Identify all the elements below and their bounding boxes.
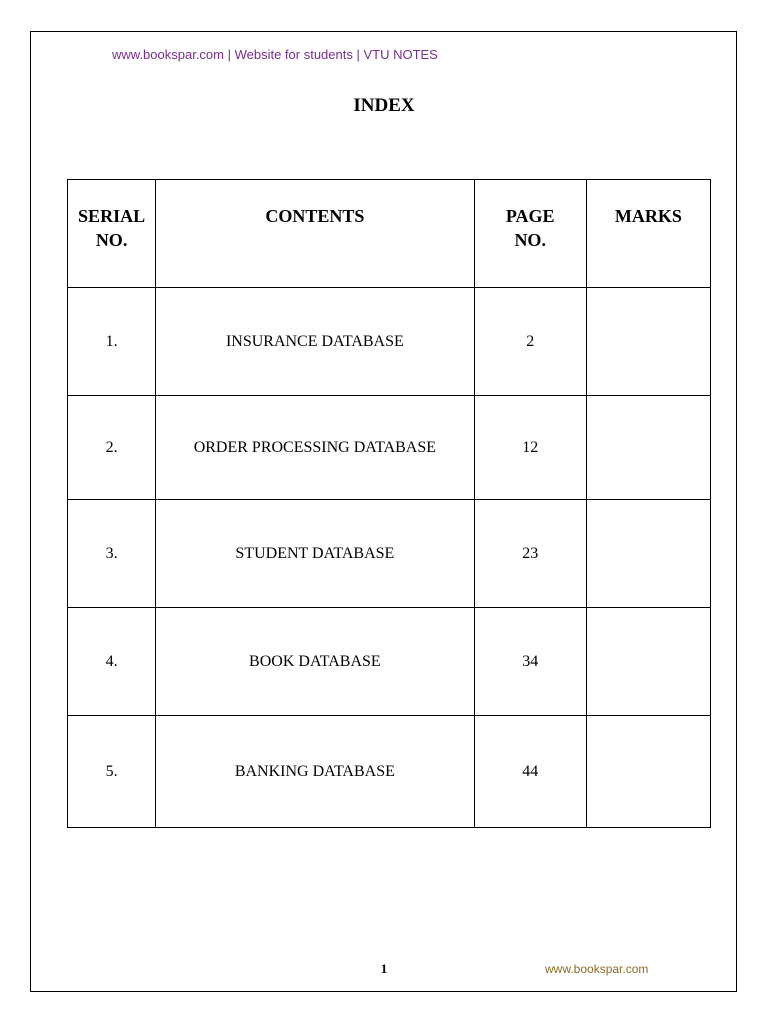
- header-page-line2: NO.: [514, 230, 546, 250]
- header-page-no: [474, 180, 586, 288]
- row-serial: 1.: [68, 288, 156, 396]
- row-contents: STUDENT DATABASE: [156, 500, 474, 608]
- page-title: INDEX: [353, 95, 415, 116]
- table-header-row: [68, 180, 711, 288]
- header-serial-no: [68, 180, 156, 288]
- table-row: [68, 288, 711, 396]
- row-page: 34: [474, 608, 586, 716]
- header-serial-line1: SERIAL: [78, 206, 146, 226]
- footer-site-link[interactable]: www.bookspar.com: [545, 962, 649, 976]
- row-serial: 5.: [68, 716, 156, 828]
- row-page: 2: [474, 288, 586, 396]
- row-page: 44: [474, 716, 586, 828]
- row-serial: 2.: [68, 396, 156, 500]
- row-page: 23: [474, 500, 586, 608]
- row-marks: [586, 288, 710, 396]
- table-row: [68, 716, 711, 828]
- row-contents: BOOK DATABASE: [156, 608, 474, 716]
- row-marks: [586, 608, 710, 716]
- row-marks: [586, 716, 710, 828]
- row-contents: BANKING DATABASE: [156, 716, 474, 828]
- table-row: [68, 500, 711, 608]
- header-page-line1: PAGE: [505, 206, 555, 226]
- header-serial-line2: NO.: [95, 230, 128, 250]
- row-contents: INSURANCE DATABASE: [156, 288, 474, 396]
- row-marks: [586, 500, 710, 608]
- header-contents: [156, 180, 474, 288]
- index-table: [67, 179, 711, 828]
- table-row: [68, 608, 711, 716]
- header-contents-label: CONTENTS: [265, 206, 365, 226]
- header-site-link[interactable]: www.bookspar.com | Website for students | VTU NOTES: [112, 47, 438, 62]
- row-marks: [586, 396, 710, 500]
- row-contents: ORDER PROCESSING DATABASE: [156, 396, 474, 500]
- header-marks-label: MARKS: [614, 206, 682, 226]
- row-serial: 4.: [68, 608, 156, 716]
- row-serial: 3.: [68, 500, 156, 608]
- table-row: [68, 396, 711, 500]
- row-page: 12: [474, 396, 586, 500]
- header-marks: [586, 180, 710, 288]
- footer-page-number: 1: [380, 961, 388, 976]
